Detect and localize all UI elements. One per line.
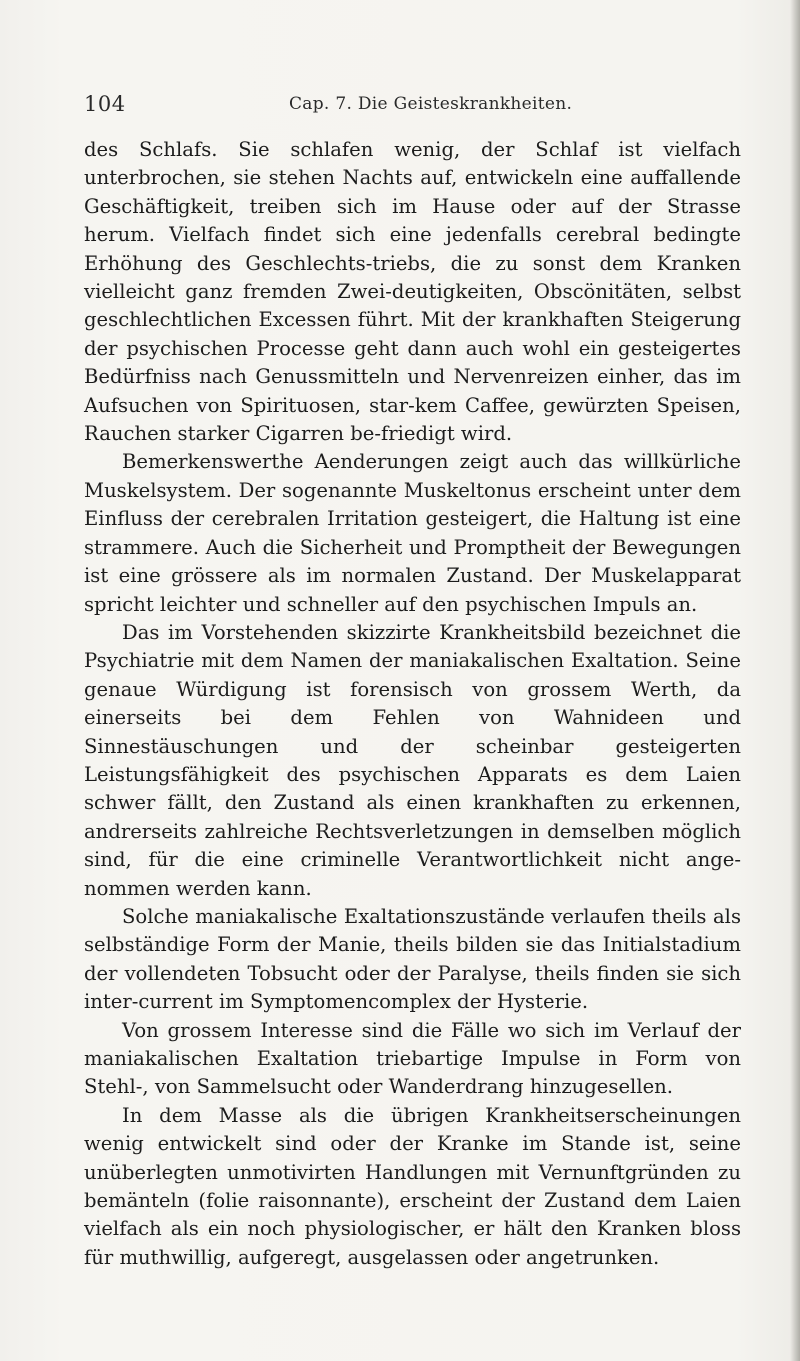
- paragraph-4: Solche maniakalische Exaltationszustände verlaufen theils als selbständige Form der Manie, theils bilden sie das Initialstadium der vollendeten Tobsucht oder der Paralyse, theils finden sie sich inter-current im Symptomencomplex der Hysterie.: [84, 904, 741, 1014]
- paragraph-6: In dem Masse als die übrigen Krankheitserscheinungen wenig entwickelt sind oder der Kranke im Stande ist, seine unüberlegten unmotivirten Handlungen mit Vernunftgründen zu bemänteln (folie raisonnante), erscheint der Zustand dem Laien vielfach als ein noch physiologischer, er hält den Kranken bloss für muthwillig, aufgeregt, ausgelassen oder angetrunken.: [84, 1103, 741, 1269]
- paragraph-5: Von grossem Interesse sind die Fälle wo sich im Verlauf der maniakalischen Exaltation triebartige Impulse in Form von Stehl-, von Sammelsucht oder Wanderdrang hinzugesellen.: [84, 1018, 741, 1099]
- page-edge-shadow: [790, 0, 800, 1361]
- paragraph-3: Das im Vorstehenden skizzirte Krankheitsbild bezeichnet die Psychiatrie mit dem Namen der maniakalischen Exaltation. Seine genaue Würdigung ist forensisch von grossem Werth, da einerseits bei dem Fehlen von Wahnideen und Sinnestäuschungen und der scheinbar gesteigerten Leistungsfähigkeit des psychischen Apparats es dem Laien schwer fällt, den Zustand als einen krankhaften zu erkennen, andrerseits zahlreiche Rechtsverletzungen in demselben möglich sind, für die eine criminelle Verantwortlichkeit nicht ange-nommen werden kann.: [84, 620, 741, 900]
- body-text: [84, 136, 741, 1272]
- paragraph-2: Bemerkenswerthe Aenderungen zeigt auch das willkürliche Muskelsystem. Der sogenannte Muskeltonus erscheint unter dem Einfluss der cerebralen Irritation gesteigert, die Haltung ist eine strammere. Auch die Sicherheit und Promptheit der Bewegungen ist eine grössere als im normalen Zustand. Der Muskelapparat spricht leichter und schneller auf den psychischen Impuls an.: [84, 450, 741, 616]
- running-head: Cap. 7. Die Geisteskrankheiten.: [289, 94, 573, 114]
- paragraph-1: des Schlafs. Sie schlafen wenig, der Schlaf ist vielfach unterbrochen, sie stehen Nachts auf, entwickeln eine auffallende Geschäftigkeit, treiben sich im Hause oder auf der Strasse herum. Vielfach findet sich eine jedenfalls cerebral bedingte Erhöhung des Geschlechts-triebs, die zu sonst dem Kranken vielleicht ganz fremden Zwei-deutigkeiten, Obscönitäten, selbst geschlechtlichen Excessen führt. Mit der krankhaften Steigerung der psychischen Processe geht dann auch wohl ein gesteigertes Bedürfniss nach Genussmitteln und Nervenreizen einher, das im Aufsuchen von Spirituosen, star-kem Caffee, gewürzten Speisen, Rauchen starker Cigarren be-friedigt wird.: [84, 138, 741, 446]
- page-header: [84, 92, 734, 120]
- page-number: 104: [84, 92, 126, 116]
